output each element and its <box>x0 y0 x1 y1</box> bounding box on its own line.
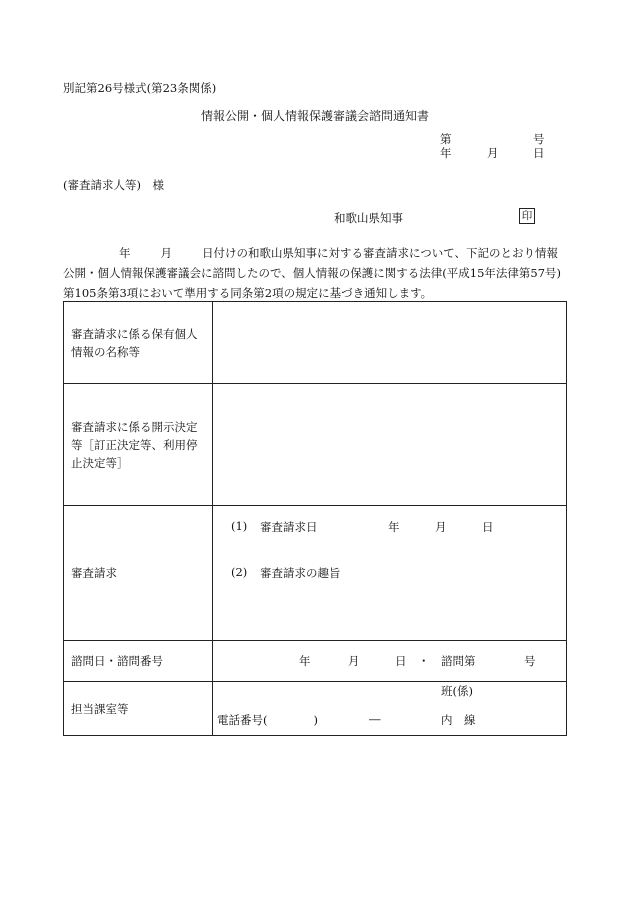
body-month: 月 <box>160 246 172 260</box>
document-title: 情報公開・個人情報保護審議会諮問通知書 <box>200 109 429 123</box>
row-label-request: 審査請求 <box>64 506 213 641</box>
consultation-day-label: 日 <box>395 654 407 668</box>
request-purpose-label: 審査請求の趣旨 <box>260 566 341 580</box>
request-item1-number: (1) <box>231 519 248 533</box>
row-value-department[interactable] <box>213 682 567 736</box>
consultation-year-label: 年 <box>299 654 311 668</box>
date-day-label: 日 <box>533 146 545 160</box>
request-item2-number: (2) <box>231 565 248 579</box>
notification-table <box>63 301 567 736</box>
row-label-personal-info: 審査請求に係る保有個人情報の名称等 <box>64 302 213 384</box>
body-text: 日付けの和歌山県知事に対する審査請求について、下記のとおり情報公開・個人情報保護審議会に諮問したので、個人情報の保護に関する法律(平成15年法律第57号)第105条第3項において準用する同条第2項の規定に基づき通知します。 <box>63 246 562 300</box>
row-value-consultation[interactable] <box>213 641 567 682</box>
extension-label: 内 線 <box>441 713 476 727</box>
row-value-personal-info[interactable] <box>213 302 567 384</box>
table-row <box>64 641 567 682</box>
addressee: (審査請求人等) 様 <box>63 178 164 192</box>
row-label-disclosure-decision: 審査請求に係る開示決定等［訂正決定等、利用停止決定等］ <box>64 384 213 506</box>
phone-number-label: 電話番号( ) <box>217 713 318 727</box>
row-label-department: 担当課室等 <box>64 682 213 736</box>
request-day-label: 日 <box>482 520 494 534</box>
phone-dash: ― <box>369 712 381 726</box>
consultation-number-prefix: 諮問第 <box>441 654 476 668</box>
form-reference: 別記第26号様式(第23条関係) <box>63 81 217 95</box>
request-month-label: 月 <box>435 520 447 534</box>
separator-dot: ・ <box>418 654 430 668</box>
row-label-consultation: 諮問日・諮問番号 <box>64 641 213 682</box>
body-year: 年 <box>119 246 131 260</box>
request-date-label: 審査請求日 <box>260 520 318 534</box>
request-year-label: 年 <box>388 520 400 534</box>
row-value-request[interactable] <box>213 506 567 641</box>
row-value-disclosure-decision[interactable] <box>213 384 567 506</box>
table-row <box>64 302 567 384</box>
table-row <box>64 682 567 736</box>
date-year-label: 年 <box>440 146 452 160</box>
date-month-label: 月 <box>487 146 499 160</box>
consultation-month-label: 月 <box>348 654 360 668</box>
document-number-suffix: 号 <box>533 132 545 146</box>
table-row <box>64 506 567 641</box>
consultation-number-suffix: 号 <box>524 654 536 668</box>
body-paragraph <box>63 243 568 303</box>
document-number-prefix: 第 <box>440 132 452 146</box>
seal-stamp: 印 <box>519 208 535 224</box>
sender-name: 和歌山県知事 <box>334 211 403 225</box>
table-row <box>64 384 567 506</box>
section-label: 班(係) <box>441 684 473 698</box>
